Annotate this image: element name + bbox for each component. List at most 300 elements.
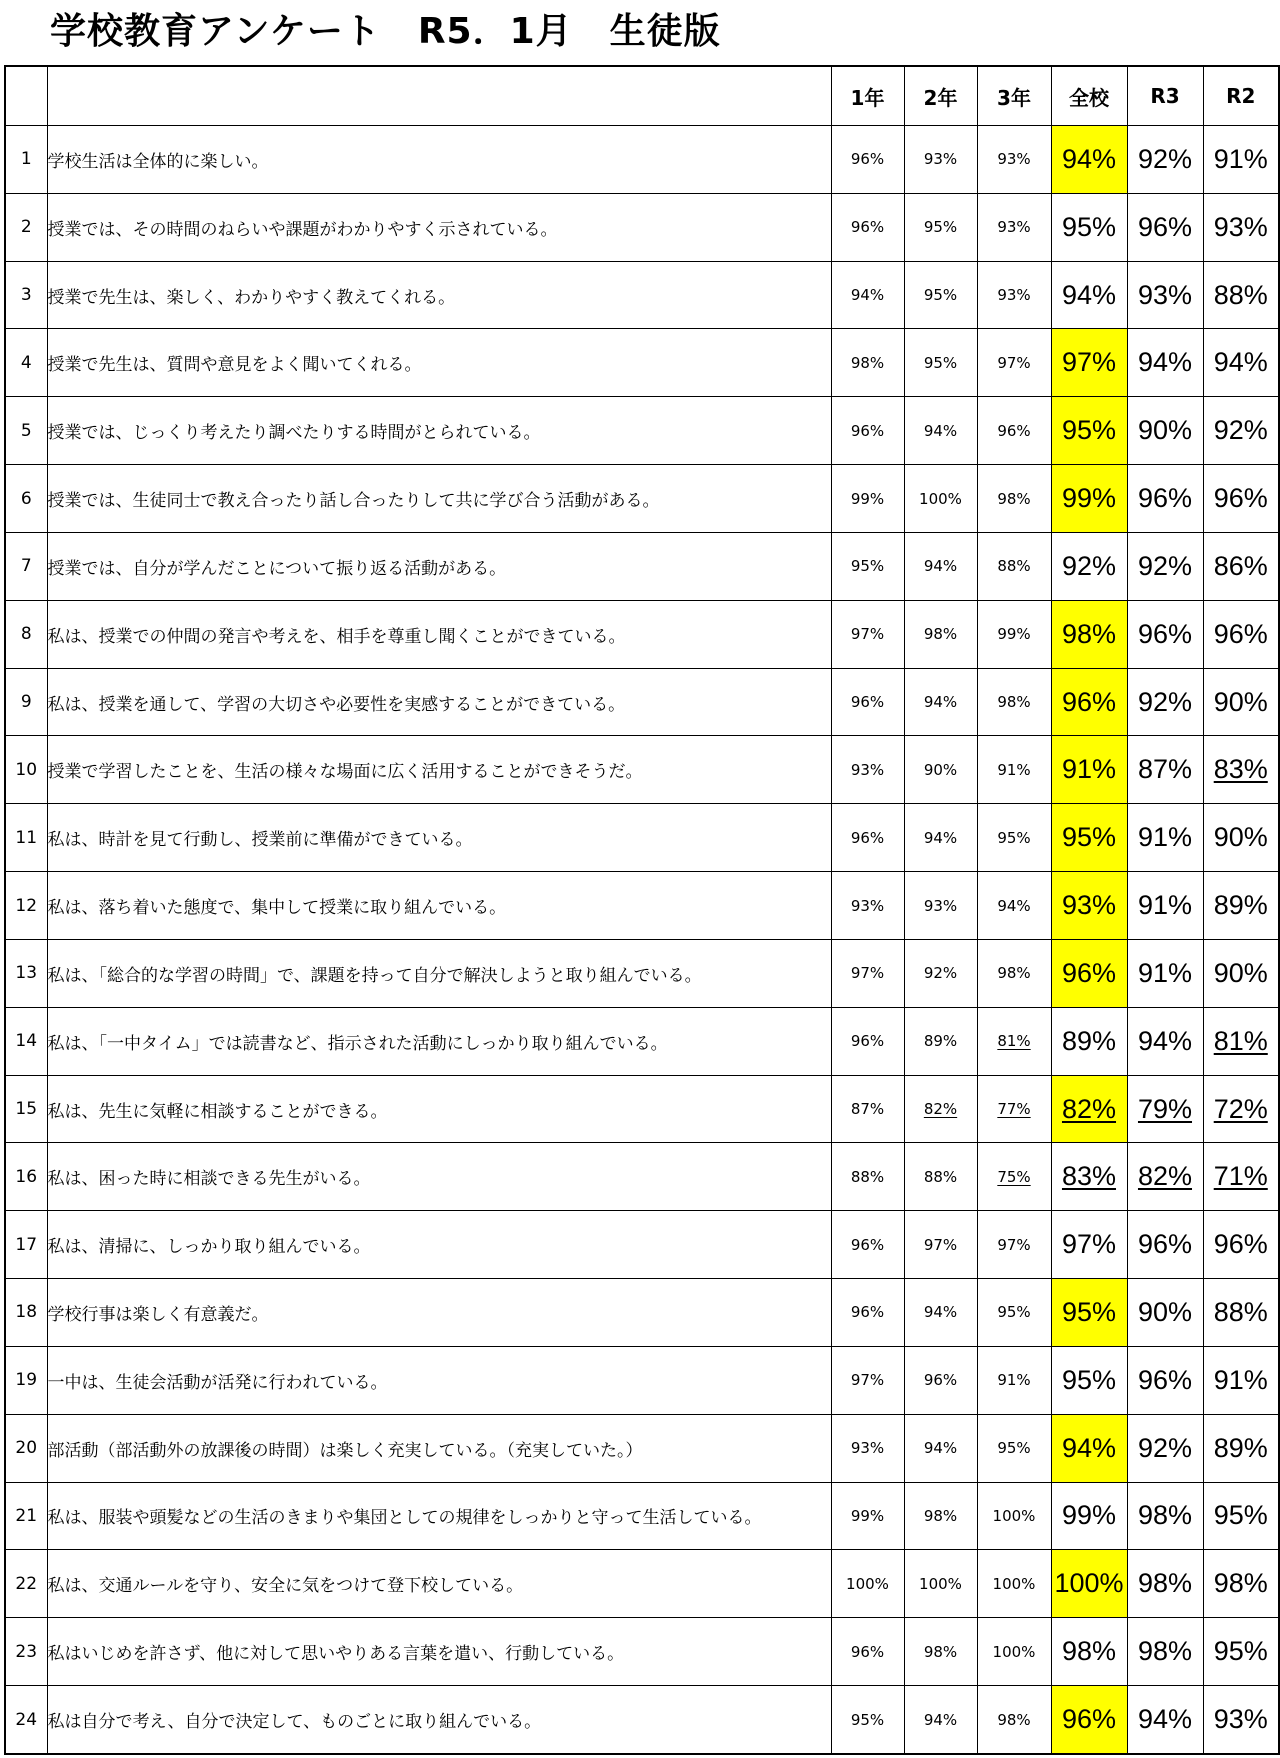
whole-school-value <box>1051 804 1127 872</box>
question-text <box>47 872 831 940</box>
question-text <box>47 1550 831 1618</box>
table-row <box>5 397 1279 465</box>
r2-value <box>1203 1346 1279 1414</box>
r3-value <box>1127 939 1203 1007</box>
r2-value-text: 71% <box>1213 1161 1268 1192</box>
grade-2-value-text: 94% <box>923 557 958 576</box>
grade-3-value-text: 93% <box>997 218 1031 237</box>
row-number <box>5 1618 47 1686</box>
header-number <box>5 66 47 126</box>
question-text-text: 授業では、生徒同士で教え合ったり話し合ったりして共に学び合う活動がある。 <box>47 491 660 512</box>
r2-value-text: 95% <box>1213 1636 1268 1667</box>
whole-school-value-text: 95% <box>1061 415 1117 446</box>
grade-1-value-text: 88% <box>850 1167 885 1186</box>
grade-3-value-text: 93% <box>997 150 1031 169</box>
r3-value <box>1127 1346 1203 1414</box>
r2-value-text: 72% <box>1213 1093 1268 1124</box>
row-number <box>5 736 47 804</box>
question-text-text: 私は、時計を見て行動し、授業前に準備ができている。 <box>47 830 473 851</box>
table-row <box>5 532 1279 600</box>
grade-3-value-text: 100% <box>992 1506 1036 1525</box>
r3-value <box>1127 397 1203 465</box>
grade-1-value <box>831 1346 904 1414</box>
grade-3-value <box>977 465 1051 533</box>
grade-2-value <box>904 1211 977 1279</box>
grade-3-value-text: 98% <box>997 489 1031 508</box>
r3-value <box>1127 1007 1203 1075</box>
grade-3-value-text: 75% <box>997 1167 1031 1186</box>
grade-2-value-text: 100% <box>919 489 962 508</box>
whole-school-value <box>1051 939 1127 1007</box>
grade-2-value <box>904 668 977 736</box>
grade-3-value <box>977 1550 1051 1618</box>
question-text <box>47 1007 831 1075</box>
r3-value-text: 98% <box>1137 1500 1193 1531</box>
row-number-text: 23 <box>15 1641 38 1662</box>
question-text <box>47 804 831 872</box>
table-row <box>5 465 1279 533</box>
row-number <box>5 329 47 397</box>
row-number-text: 18 <box>15 1302 38 1323</box>
question-text <box>47 126 831 194</box>
row-number <box>5 1686 47 1754</box>
grade-1-value-text: 99% <box>850 1506 885 1525</box>
table-row <box>5 1075 1279 1143</box>
grade-1-value <box>831 1414 904 1482</box>
r2-value-text: 88% <box>1213 1296 1268 1327</box>
r3-value-text: 79% <box>1137 1093 1193 1124</box>
grade-3-value-text: 98% <box>997 1710 1031 1729</box>
question-text-text: 私は、落ち着いた態度で、集中して授業に取り組んでいる。 <box>47 898 507 919</box>
grade-1-value-text: 100% <box>846 1574 889 1593</box>
whole-school-value <box>1051 1143 1127 1211</box>
grade-2-value-text: 88% <box>923 1167 958 1186</box>
whole-school-value-text: 98% <box>1061 1636 1117 1667</box>
grade-2-value <box>904 1686 977 1754</box>
row-number <box>5 1414 47 1482</box>
row-number <box>5 532 47 600</box>
grade-2-value <box>904 939 977 1007</box>
row-number <box>5 465 47 533</box>
grade-3-value-text: 91% <box>997 760 1031 779</box>
grade-3-value-text: 93% <box>997 286 1031 305</box>
r3-value-text: 96% <box>1137 618 1193 649</box>
row-number <box>5 193 47 261</box>
grade-2-value <box>904 1143 977 1211</box>
r3-value-text: 93% <box>1137 279 1193 310</box>
grade-3-value <box>977 939 1051 1007</box>
grade-1-value-text: 96% <box>850 828 885 847</box>
header-row <box>5 66 1279 126</box>
grade-2-value <box>904 1482 977 1550</box>
whole-school-value <box>1051 532 1127 600</box>
row-number <box>5 600 47 668</box>
r2-value-text: 89% <box>1213 890 1268 921</box>
r2-value <box>1203 465 1279 533</box>
question-text-text: 部活動（部活動外の放課後の時間）は楽しく充実している。（充実していた。） <box>47 1440 643 1461</box>
table-row <box>5 126 1279 194</box>
whole-school-value <box>1051 397 1127 465</box>
grade-2-value-text: 96% <box>923 1371 958 1390</box>
row-number-text: 21 <box>15 1505 38 1526</box>
r2-value <box>1203 939 1279 1007</box>
r3-value-text: 92% <box>1137 686 1193 717</box>
header-grade-3: 3年 <box>977 66 1051 126</box>
grade-3-value-text: 81% <box>997 1032 1031 1051</box>
r2-value <box>1203 1686 1279 1754</box>
table-row <box>5 1414 1279 1482</box>
grade-1-value-text: 94% <box>850 286 885 305</box>
grade-1-value <box>831 465 904 533</box>
question-text-text: 私は自分で考え、自分で決定して、ものごとに取り組んでいる。 <box>47 1712 542 1733</box>
r3-value-text: 96% <box>1137 1229 1193 1260</box>
whole-school-value-text: 82% <box>1061 1093 1117 1124</box>
r2-value-text: 96% <box>1213 483 1268 514</box>
grade-3-value-text: 100% <box>992 1642 1036 1661</box>
whole-school-value-text: 83% <box>1061 1161 1117 1192</box>
grade-3-value <box>977 804 1051 872</box>
table-row <box>5 1211 1279 1279</box>
grade-1-value-text: 98% <box>850 353 885 372</box>
question-text-text: 授業で学習したことを、生活の様々な場面に広く活用することができそうだ。 <box>47 762 643 783</box>
r3-value-text: 92% <box>1137 143 1193 174</box>
r3-value <box>1127 1211 1203 1279</box>
question-text <box>47 668 831 736</box>
whole-school-value-text: 100% <box>1054 1568 1124 1599</box>
r2-value-text: 98% <box>1213 1568 1268 1599</box>
grade-3-value <box>977 261 1051 329</box>
question-text <box>47 1211 831 1279</box>
grade-2-value <box>904 872 977 940</box>
grade-2-value <box>904 736 977 804</box>
grade-3-value-text: 98% <box>997 964 1031 983</box>
r3-value <box>1127 1075 1203 1143</box>
whole-school-value <box>1051 329 1127 397</box>
question-text-text: 私は、清掃に、しっかり取り組んでいる。 <box>47 1237 371 1258</box>
table-row <box>5 668 1279 736</box>
r3-value <box>1127 1482 1203 1550</box>
whole-school-value-text: 96% <box>1061 957 1117 988</box>
row-number-text: 13 <box>15 963 38 984</box>
grade-1-value-text: 97% <box>850 964 885 983</box>
row-number-text: 20 <box>15 1438 38 1459</box>
grade-1-value-text: 97% <box>850 625 885 644</box>
whole-school-value-text: 97% <box>1061 347 1117 378</box>
r3-value-text: 82% <box>1137 1161 1193 1192</box>
grade-2-value <box>904 329 977 397</box>
grade-3-value-text: 77% <box>997 1100 1031 1118</box>
row-number <box>5 261 47 329</box>
row-number-text: 14 <box>15 1031 38 1052</box>
row-number-text: 3 <box>20 285 32 306</box>
grade-1-value <box>831 1618 904 1686</box>
r3-value-text: 92% <box>1137 550 1193 581</box>
question-text-text: 一中は、生徒会活動が活発に行われている。 <box>47 1372 388 1393</box>
row-number-text: 22 <box>15 1573 38 1594</box>
r2-value-text: 90% <box>1213 957 1268 988</box>
table-row <box>5 193 1279 261</box>
grade-3-value-text: 96% <box>997 421 1031 440</box>
grade-3-value-text: 94% <box>997 896 1031 915</box>
whole-school-value-text: 89% <box>1061 1025 1117 1056</box>
grade-2-value-text: 95% <box>923 218 958 237</box>
grade-3-value <box>977 1143 1051 1211</box>
grade-2-value <box>904 1550 977 1618</box>
question-text <box>47 465 831 533</box>
table-row <box>5 1482 1279 1550</box>
grade-3-value-text: 98% <box>997 693 1031 712</box>
r3-value <box>1127 804 1203 872</box>
whole-school-value <box>1051 600 1127 668</box>
r3-value <box>1127 1414 1203 1482</box>
grade-1-value <box>831 193 904 261</box>
grade-2-value <box>904 1618 977 1686</box>
whole-school-value-text: 95% <box>1061 822 1117 853</box>
grade-1-value-text: 99% <box>850 489 885 508</box>
question-text <box>47 939 831 1007</box>
row-number <box>5 397 47 465</box>
r2-value-text: 93% <box>1213 211 1268 242</box>
grade-2-value <box>904 1346 977 1414</box>
grade-2-value-text: 93% <box>923 150 958 169</box>
question-text-text: 私は、服装や頭髪などの生活のきまりや集団としての規律をしっかりと守って生活している。 <box>47 1508 762 1529</box>
grade-1-value-text: 96% <box>850 421 885 440</box>
table-row <box>5 939 1279 1007</box>
row-number <box>5 804 47 872</box>
grade-1-value-text: 93% <box>850 760 885 779</box>
r3-value <box>1127 736 1203 804</box>
grade-3-value-text: 95% <box>997 828 1031 847</box>
table-row <box>5 736 1279 804</box>
grade-1-value <box>831 329 904 397</box>
r3-value-text: 91% <box>1137 890 1193 921</box>
grade-2-value-text: 95% <box>923 353 958 372</box>
grade-3-value <box>977 1482 1051 1550</box>
r3-value <box>1127 465 1203 533</box>
question-text-text: 授業では、じっくり考えたり調べたりする時間がとられている。 <box>47 423 541 444</box>
question-text <box>47 261 831 329</box>
header-whole-school: 全校 <box>1051 66 1127 126</box>
grade-1-value-text: 97% <box>850 1371 885 1390</box>
row-number <box>5 1279 47 1347</box>
whole-school-value-text: 96% <box>1061 1704 1117 1735</box>
grade-2-value-text: 94% <box>923 421 958 440</box>
r2-value-text: 90% <box>1213 686 1268 717</box>
question-text <box>47 193 831 261</box>
whole-school-value-text: 94% <box>1061 279 1117 310</box>
grade-1-value <box>831 1279 904 1347</box>
grade-2-value-text: 90% <box>923 760 958 779</box>
r3-value-text: 94% <box>1137 1025 1193 1056</box>
table-row <box>5 1618 1279 1686</box>
question-text-text: 私は、授業を通して、学習の大切さや必要性を実感することができている。 <box>47 694 626 715</box>
question-text-text: 私は、「総合的な学習の時間」で、課題を持って自分で解決しようと取り組んでいる。 <box>47 965 702 986</box>
r2-value <box>1203 397 1279 465</box>
table-row <box>5 1143 1279 1211</box>
whole-school-value-text: 97% <box>1061 1229 1117 1260</box>
r3-value <box>1127 600 1203 668</box>
r2-value-text: 90% <box>1213 822 1268 853</box>
r3-value-text: 96% <box>1137 483 1193 514</box>
r2-value-text: 89% <box>1213 1432 1268 1463</box>
grade-3-value <box>977 1414 1051 1482</box>
row-number <box>5 668 47 736</box>
grade-2-value <box>904 261 977 329</box>
grade-3-value <box>977 126 1051 194</box>
grade-2-value <box>904 1007 977 1075</box>
whole-school-value <box>1051 1414 1127 1482</box>
table-row <box>5 1279 1279 1347</box>
grade-3-value <box>977 1007 1051 1075</box>
grade-1-value-text: 96% <box>850 1303 885 1322</box>
table-row <box>5 1550 1279 1618</box>
r2-value-text: 86% <box>1213 550 1268 581</box>
grade-1-value <box>831 1686 904 1754</box>
grade-2-value-text: 98% <box>923 1506 958 1525</box>
whole-school-value-text: 95% <box>1061 1296 1117 1327</box>
row-number-text: 4 <box>20 352 32 373</box>
whole-school-value <box>1051 1007 1127 1075</box>
r2-value <box>1203 1007 1279 1075</box>
row-number <box>5 939 47 1007</box>
grade-1-value <box>831 126 904 194</box>
grade-2-value-text: 92% <box>923 964 958 983</box>
whole-school-value-text: 95% <box>1061 1364 1117 1395</box>
r3-value <box>1127 261 1203 329</box>
whole-school-value-text: 96% <box>1061 686 1117 717</box>
whole-school-value <box>1051 1618 1127 1686</box>
grade-2-value <box>904 126 977 194</box>
question-text <box>47 397 831 465</box>
grade-2-value <box>904 532 977 600</box>
grade-2-value <box>904 193 977 261</box>
header-grade-2: 2年 <box>904 66 977 126</box>
whole-school-value <box>1051 126 1127 194</box>
r3-value-text: 92% <box>1137 1432 1193 1463</box>
row-number-text: 19 <box>15 1370 38 1391</box>
page-title: 学校教育アンケート R5．1月 生徒版 <box>50 11 721 52</box>
grade-1-value-text: 96% <box>850 693 885 712</box>
question-text-text: 私は、授業での仲間の発言や考えを、相手を尊重し聞くことができている。 <box>47 626 626 647</box>
r2-value <box>1203 668 1279 736</box>
whole-school-value-text: 91% <box>1061 754 1117 785</box>
r2-value-text: 96% <box>1213 1229 1268 1260</box>
grade-3-value-text: 91% <box>997 1371 1031 1390</box>
grade-1-value <box>831 1211 904 1279</box>
r2-value <box>1203 600 1279 668</box>
grade-2-value-text: 94% <box>923 1303 958 1322</box>
question-text <box>47 1482 831 1550</box>
r2-value <box>1203 329 1279 397</box>
whole-school-value <box>1051 1686 1127 1754</box>
row-number <box>5 872 47 940</box>
grade-3-value <box>977 1346 1051 1414</box>
r3-value <box>1127 1550 1203 1618</box>
question-text-text: 私は、困った時に相談できる先生がいる。 <box>47 1169 371 1190</box>
grade-3-value <box>977 600 1051 668</box>
header-question <box>47 66 831 126</box>
r2-value <box>1203 1143 1279 1211</box>
r2-value <box>1203 736 1279 804</box>
grade-3-value <box>977 397 1051 465</box>
question-text <box>47 329 831 397</box>
table-row <box>5 804 1279 872</box>
row-number <box>5 1143 47 1211</box>
grade-3-value <box>977 736 1051 804</box>
grade-1-value-text: 96% <box>850 1235 885 1254</box>
grade-3-value <box>977 1211 1051 1279</box>
survey-table <box>4 65 1280 1755</box>
r2-value <box>1203 261 1279 329</box>
question-text-text: 私は、先生に気軽に相談することができる。 <box>47 1101 388 1122</box>
grade-3-value-text: 97% <box>997 353 1031 372</box>
r2-value-text: 91% <box>1213 143 1268 174</box>
row-number-text: 24 <box>15 1709 38 1730</box>
grade-1-value <box>831 1482 904 1550</box>
row-number-text: 17 <box>15 1234 38 1255</box>
question-text-text: 学校生活は全体的に楽しい。 <box>47 151 269 172</box>
grade-3-value <box>977 1279 1051 1347</box>
r2-value-text: 81% <box>1213 1025 1268 1056</box>
whole-school-value <box>1051 1346 1127 1414</box>
question-text-text: 私はいじめを許さず、他に対して思いやりある言葉を遣い、行動している。 <box>47 1644 625 1665</box>
r3-value-text: 90% <box>1137 415 1193 446</box>
question-text-text: 学校行事は楽しく有意義だ。 <box>47 1304 269 1325</box>
question-text <box>47 532 831 600</box>
whole-school-value-text: 95% <box>1061 211 1117 242</box>
grade-2-value <box>904 1075 977 1143</box>
header-r2: R2 <box>1203 66 1279 126</box>
r3-value-text: 90% <box>1137 1296 1193 1327</box>
r2-value-text: 96% <box>1213 618 1268 649</box>
r2-value <box>1203 193 1279 261</box>
question-text-text: 授業で先生は、質問や意見をよく聞いてくれる。 <box>47 355 422 376</box>
grade-2-value-text: 93% <box>923 896 958 915</box>
grade-1-value <box>831 1550 904 1618</box>
question-text-text: 私は、「一中タイム」では読書など、指示された活動にしっかり取り組んでいる。 <box>47 1033 668 1054</box>
whole-school-value-text: 98% <box>1061 618 1117 649</box>
header-grade-1: 1年 <box>831 66 904 126</box>
r3-value-text: 94% <box>1137 1704 1193 1735</box>
grade-1-value-text: 96% <box>850 1032 885 1051</box>
whole-school-value-text: 93% <box>1061 890 1117 921</box>
row-number-text: 6 <box>20 488 32 509</box>
grade-1-value <box>831 939 904 1007</box>
question-text-text: 授業で先生は、楽しく、わかりやすく教えてくれる。 <box>47 287 456 308</box>
r2-value-text: 91% <box>1213 1364 1268 1395</box>
grade-1-value <box>831 804 904 872</box>
grade-2-value-text: 95% <box>923 286 958 305</box>
table-row <box>5 600 1279 668</box>
question-text <box>47 1075 831 1143</box>
r3-value-text: 94% <box>1137 347 1193 378</box>
whole-school-value <box>1051 1075 1127 1143</box>
r3-value <box>1127 1618 1203 1686</box>
row-number-text: 2 <box>20 217 32 238</box>
grade-3-value <box>977 193 1051 261</box>
grade-3-value-text: 88% <box>997 557 1031 576</box>
r2-value-text: 83% <box>1213 754 1268 785</box>
row-number-text: 16 <box>15 1166 38 1187</box>
whole-school-value <box>1051 872 1127 940</box>
row-number-text: 5 <box>20 420 32 441</box>
r3-value-text: 91% <box>1137 822 1193 853</box>
row-number <box>5 126 47 194</box>
r3-value <box>1127 126 1203 194</box>
question-text <box>47 736 831 804</box>
r2-value <box>1203 1075 1279 1143</box>
whole-school-value <box>1051 1482 1127 1550</box>
